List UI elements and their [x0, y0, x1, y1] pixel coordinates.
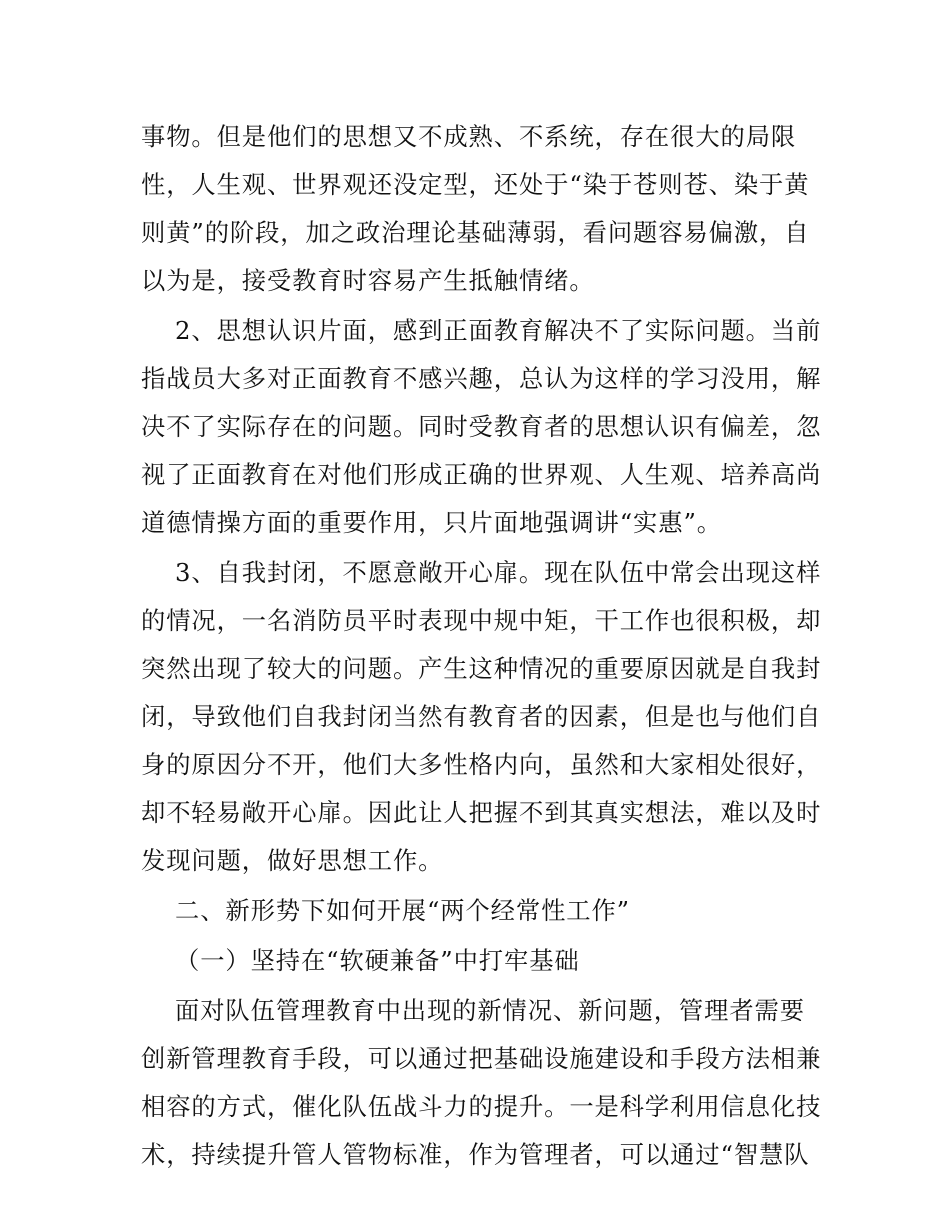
text-line: 指战员大多对正面教育不感兴趣，总认为这样的学习没用，解 — [141, 364, 822, 393]
text-line: 突然出现了较大的问题。产生这种情况的重要原因就是自我封 — [141, 654, 822, 683]
text-line: 的情况，一名消防员平时表现中规中矩，干工作也很积极，却 — [141, 606, 822, 635]
text-line: 以为是，接受教育时容易产生抵触情绪。 — [141, 266, 595, 295]
text-line: 身的原因分不开，他们大多性格内向，虽然和大家相处很好， — [141, 750, 822, 779]
text-line: 则黄”的阶段，加之政治理论基础薄弱，看问题容易偏激，自 — [141, 218, 810, 247]
text-line: 视了正面教育在对他们形成正确的世界观、人生观、培养高尚 — [141, 460, 822, 489]
text-line: 却不轻易敞开心扉。因此让人把握不到其真实想法，难以及时 — [141, 798, 822, 827]
text-line: 道德情操方面的重要作用，只片面地强调讲“实惠”。 — [141, 508, 722, 537]
text-line: 面对队伍管理教育中出现的新情况、新问题，管理者需要 — [175, 996, 805, 1025]
paragraph-3 — [141, 549, 822, 885]
text-line: 2、思想认识片面，感到正面教育解决不了实际问题。当前 — [175, 316, 822, 345]
paragraph-4 — [141, 987, 822, 1179]
text-line: 决不了实际存在的问题。同时受教育者的思想认识有偏差，忽 — [141, 412, 822, 441]
text-line: 创新管理教育手段，可以通过把基础设施建设和手段方法相兼 — [141, 1044, 822, 1073]
text-line: 相容的方式，催化队伍战斗力的提升。一是科学利用信息化技 — [141, 1092, 822, 1121]
text-line: 发现问题，做好思想工作。 — [141, 846, 444, 875]
text-line: 事物。但是他们的思想又不成熟、不系统，存在很大的局限 — [141, 122, 797, 151]
text-line: 3、自我封闭，不愿意敞开心扉。现在队伍中常会出现这样 — [175, 558, 822, 587]
paragraph-2 — [141, 307, 822, 547]
section-heading: 二、新形势下如何开展“两个经常性工作” — [175, 896, 630, 925]
text-line: 性，人生观、世界观还没定型，还处于“染于苍则苍、染于黄 — [141, 170, 810, 199]
paragraph-1 — [141, 113, 811, 305]
subsection-heading: （一）坚持在“软硬兼备”中打牢基础 — [175, 946, 580, 975]
text-line: 闭，导致他们自我封闭当然有教育者的因素，但是也与他们自 — [141, 702, 822, 731]
text-line: 术，持续提升管人管物标准，作为管理者，可以通过“智慧队 — [141, 1140, 810, 1169]
document-body — [141, 113, 822, 1179]
